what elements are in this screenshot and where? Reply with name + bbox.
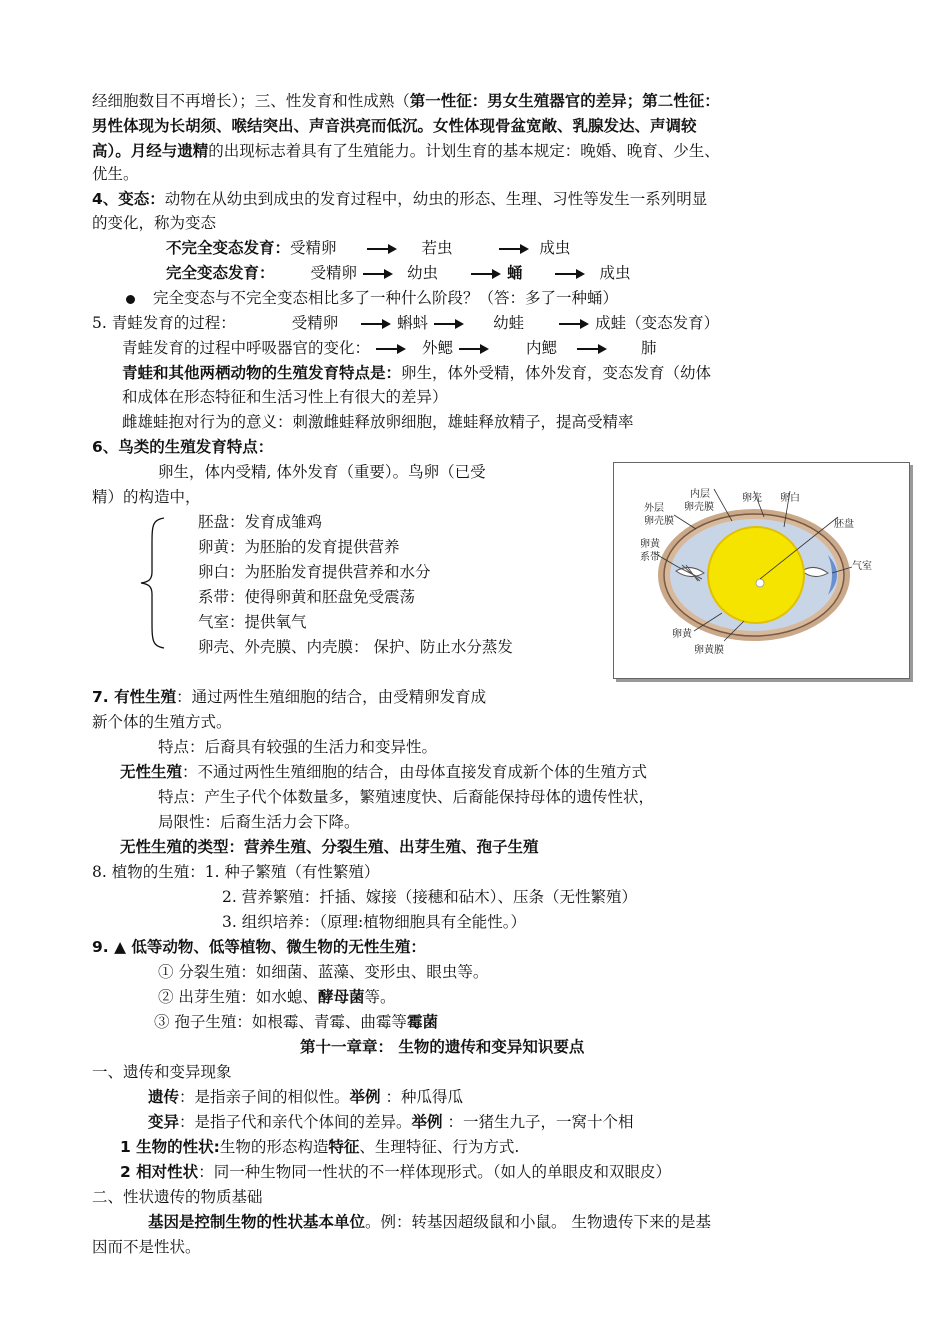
label: 卵壳膜: [684, 502, 714, 513]
text-line: 2. 营养繁殖：扦插、嫁接（接穗和砧木）、压条（无性繁殖）: [222, 888, 637, 906]
text-line: 男性体现为长胡须、喉结突出、声音洪亮而低沉。女性体现骨盆宽敞、乳腺发达、声调较: [92, 117, 697, 135]
arrow-icon: [555, 269, 585, 279]
text-line: 青蛙和其他两栖动物的生殖发育特点是：卵生，体外受精，体外发育，变态发育（幼体: [122, 364, 712, 382]
text-line: 高）。月经与遗精的出现标志着具有了生殖能力。计划生育的基本规定：晚婚、晚育、少生、: [92, 142, 720, 160]
text-line: 新个体的生殖方式。: [92, 713, 232, 731]
label: 内层: [690, 489, 710, 500]
text-line: 特点：产生子代个体数量多，繁殖速度快、后裔能保持母体的遗传性状，: [158, 788, 655, 806]
egg-part: 系带：使得卵黄和胚盘免受震荡: [198, 588, 416, 606]
question-line: 完全变态与不完全变态相比多了一种什么阶段？（答：多了一种蛹）: [126, 287, 618, 309]
text-line: 2 相对性状：同一种生物同一性状的不一样体现形式。（如人的单眼皮和双眼皮）: [120, 1163, 671, 1181]
arrow-icon: [559, 319, 589, 329]
label: 系带: [640, 552, 660, 563]
text-line: 卵生，体内受精, 体外发育（重要）。鸟卵（已受: [158, 463, 486, 481]
text-line: 7. 有性生殖：通过两性生殖细胞的结合，由受精卵发育成: [92, 688, 487, 706]
frog-development: 5. 青蛙发育的过程： 受精卵 蝌蚪 幼蛙 成蛙（变态发育）: [92, 314, 720, 332]
arrow-icon: [459, 344, 489, 354]
text-line: 特点：后裔具有较强的生活力和变异性。: [158, 738, 438, 756]
label: 卵壳: [742, 493, 762, 504]
text-line: 无性生殖：不通过两性生殖细胞的结合，由母体直接发育成新个体的生殖方式: [120, 763, 648, 781]
text-line: 4、变态：动物在从幼虫到成虫的发育过程中，幼虫的形态、生理、习性等发生一系列明显: [92, 190, 708, 208]
label: 气室: [852, 561, 872, 572]
bullet-icon: [126, 295, 135, 304]
egg-part: 卵黄：为胚胎的发育提供营养: [198, 538, 400, 556]
egg-part: 胚盘：发育成雏鸡: [198, 513, 323, 531]
text-line: 和成体在形态特征和生活习性上有很大的差异）: [122, 388, 448, 406]
germinal-disc: [756, 579, 764, 587]
text-line: 变异：是指子代和亲代个体间的差异。举例 ：一猪生九子，一窝十个相: [148, 1113, 634, 1131]
label: 卵黄膜: [694, 645, 724, 656]
arrow-icon: [361, 319, 391, 329]
text-line: 优生。: [92, 165, 139, 183]
chapter-title: 第十一章章： 生物的遗传和变异知识要点: [300, 1038, 585, 1056]
arrow-icon: [434, 319, 464, 329]
text-line: 局限性：后裔生活力会下降。: [158, 813, 360, 831]
egg-part: 卵壳、外壳膜、内壳膜： 保护、防止水分蒸发: [198, 638, 513, 656]
section-heading: 二、性状遗传的物质基础: [92, 1188, 263, 1206]
section-heading: 一、遗传和变异现象: [92, 1063, 232, 1081]
text-line: ① 分裂生殖：如细菌、蓝藻、变形虫、眼虫等。: [158, 963, 489, 981]
label: 卵黄: [640, 539, 660, 550]
egg-part: 卵白：为胚胎发育提供营养和水分: [198, 563, 431, 581]
text-line: ② 出芽生殖：如水螅、酵母菌等。: [158, 988, 396, 1006]
text-line: 遗传：是指亲子间的相似性。举例 ：种瓜得瓜: [148, 1088, 463, 1106]
text-line: ③ 孢子生殖：如根霉、青霉、曲霉等霉菌: [154, 1013, 438, 1031]
section-heading: 6、鸟类的生殖发育特点：: [92, 438, 274, 456]
yolk: [708, 527, 804, 623]
label: 胚盘: [834, 519, 854, 530]
frog-breathing: 青蛙发育的过程中呼吸器官的变化： 外鳃 内鳃 肺: [122, 339, 657, 357]
section-heading: 9. ▲ 低等动物、低等植物、微生物的无性生殖：: [92, 938, 426, 956]
egg-part: 气室：提供氧气: [198, 613, 307, 631]
arrow-icon: [577, 344, 607, 354]
arrow-icon: [376, 344, 406, 354]
arrow-icon: [367, 244, 397, 254]
arrow-icon: [471, 269, 501, 279]
text-line: 3. 组织培养：（原理:植物细胞具有全能性。）: [222, 913, 526, 931]
text-line: 基因是控制生物的性状基本单位。例：转基因超级鼠和小鼠。 生物遗传下来的是基: [148, 1213, 711, 1231]
label: 卵白: [780, 493, 800, 504]
incomplete-metamorphosis: 不完全变态发育：受精卵 若虫 成虫: [166, 239, 571, 257]
egg-diagram: [613, 462, 910, 679]
arrow-icon: [499, 244, 529, 254]
text-line: 的变化，称为变态: [92, 214, 217, 232]
text-line: 经细胞数目不再增长）；三、性发育和性成熟（第一性征：男女生殖器官的差异；第二性征：: [92, 92, 720, 110]
complete-metamorphosis: 完全变态发育： 受精卵 幼虫 蛹 成虫: [166, 264, 631, 282]
text-line: 精）的构造中，: [92, 488, 201, 506]
label: 外层: [644, 503, 664, 514]
text-line: 因而不是性状。: [92, 1238, 201, 1256]
label: 卵壳膜: [644, 516, 674, 527]
text-line: 8. 植物的生殖：1. 种子繁殖（有性繁殖）: [92, 863, 380, 881]
arrow-icon: [363, 269, 393, 279]
text-line: 雌雄蛙抱对行为的意义：刺激雌蛙释放卵细胞，雄蛙释放精子，提高受精率: [122, 413, 634, 431]
text-line: 无性生殖的类型：营养生殖、分裂生殖、出芽生殖、孢子生殖: [120, 838, 539, 856]
text-line: 1 生物的性状:生物的形态构造特征、生理特征、行为方式.: [120, 1138, 520, 1156]
curly-brace: [138, 516, 168, 651]
label: 卵黄: [672, 629, 692, 640]
